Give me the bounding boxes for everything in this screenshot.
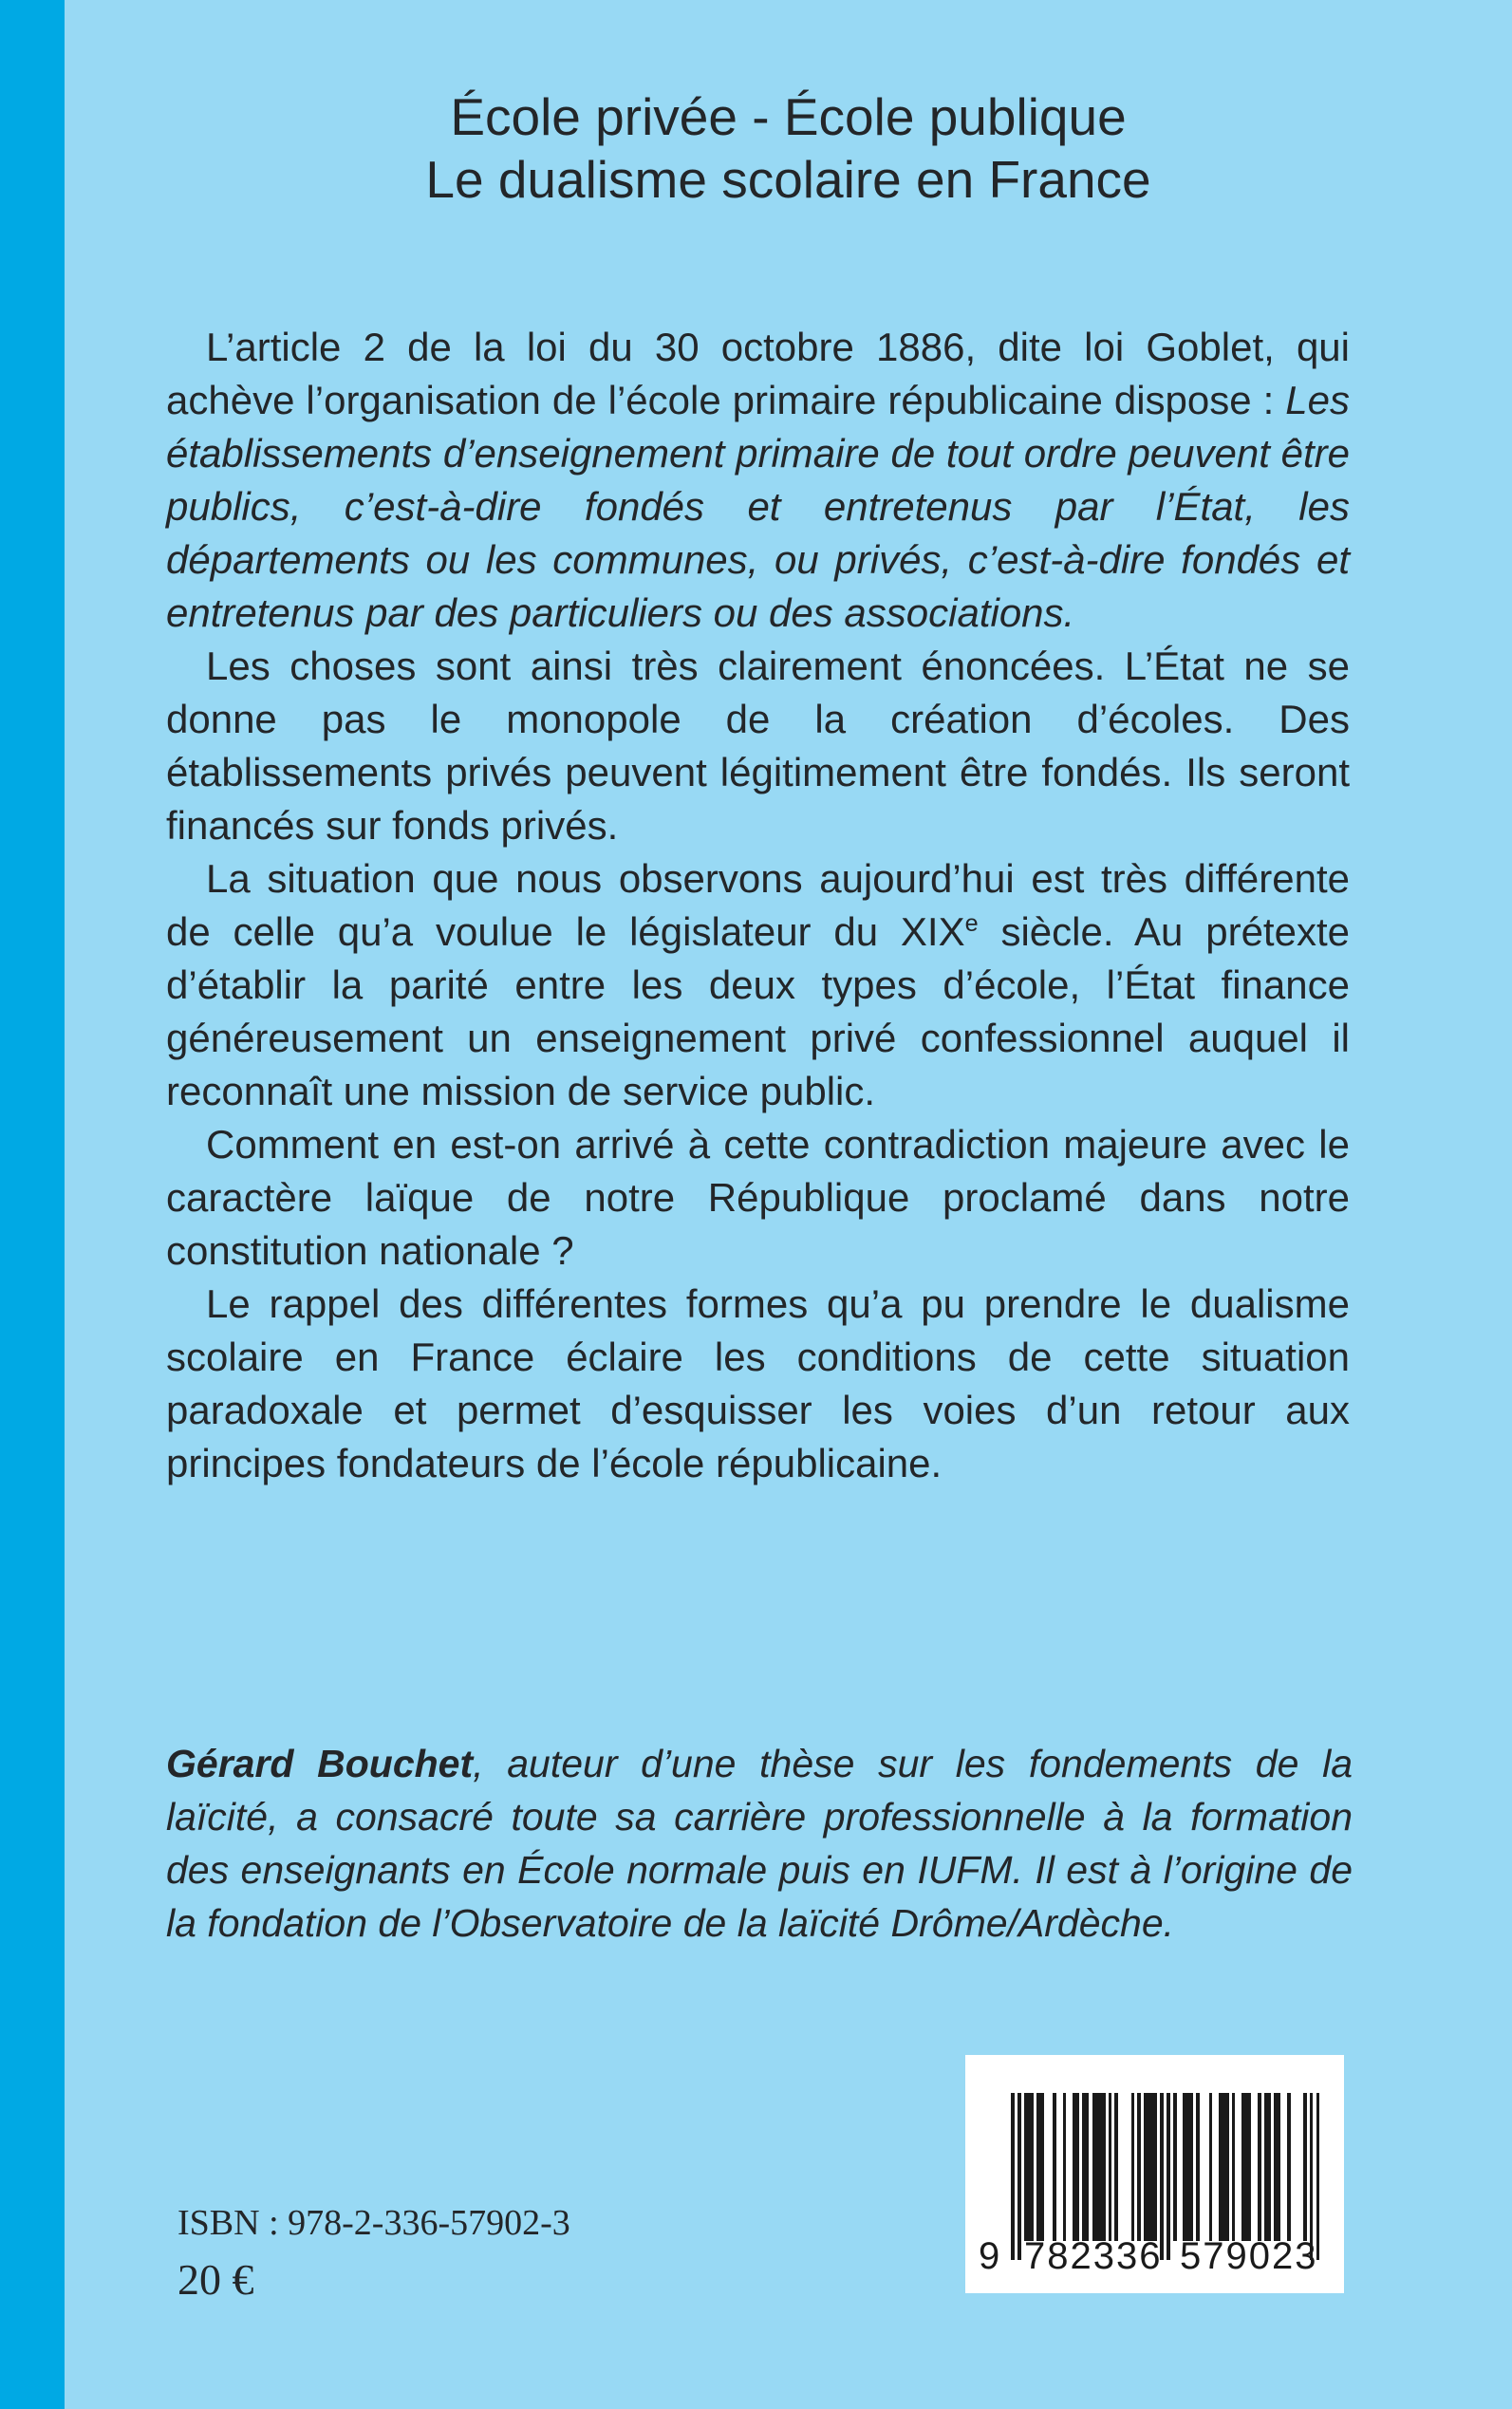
book-title-line2: Le dualisme scolaire en France [425, 150, 1151, 209]
paragraph3-after-superscript: siècle. Au prétexte d’établir la parité entre les deux types d’école, l’État finance généreusement un enseignement privé confessionnel auquel il reconnaît une mission de service public. [166, 909, 1350, 1113]
book-title [65, 85, 1512, 211]
paragraph1-intro: L’article 2 de la loi du 30 octobre 1886, dite loi Goblet, qui achève l’organisation de l’école primaire républicaine dispose : [166, 325, 1350, 422]
synopsis-paragraph-5: Le rappel des différentes formes qu’a pu prendre le dualisme scolaire en France éclaire les conditions de cette situation paradoxale et permet d’esquisser les voies d’un retour aux principes fondateurs de l’école républicaine. [166, 1281, 1350, 1485]
barcode-digits [965, 2232, 1344, 2281]
paragraph1-law-quote: Les établissements d’enseignement primaire de tout ordre peuvent être publics, c’est-à-dire fondés et entretenus par l’État, les départements ou les communes, ou privés, c’est-à-dire fondés et entretenus par des particuliers ou des associations. [166, 378, 1350, 635]
synopsis-paragraph-4: Comment en est-on arrivé à cette contradiction majeure avec le caractère laïque de notre République proclamé dans notre constitution nationale ? [166, 1122, 1350, 1273]
author-bio-text: , auteur d’une thèse sur les fondements de la laïcité, a consacré toute sa carrière professionnelle à la formation des enseignants en École normale puis en IUFM. Il est à l’origine de la fondation de l’Observatoire de la laïcité Drôme/Ardèche. [166, 1742, 1353, 1945]
barcode [965, 2055, 1344, 2293]
synopsis-paragraph-1 [166, 321, 1350, 640]
synopsis-paragraph-2: Les choses sont ainsi très clairement énoncées. L’État ne se donne pas le monopole de la création d’écoles. Des établissements privés peuvent légitimement être fondés. Ils seront financés sur fonds privés. [166, 644, 1350, 848]
book-title-line1: École privée - École publique [450, 87, 1127, 146]
paragraph3-before-superscript: La situation que nous observons aujourd’hui est très différente de celle qu’a voulue le législateur du XIX [166, 856, 1350, 954]
barcode-digit-first: 9 [979, 2235, 1000, 2277]
synopsis-paragraph-3 [166, 852, 1350, 1118]
spine-color-strip [0, 0, 65, 2409]
price-text: 20 € [177, 2255, 254, 2304]
synopsis [166, 321, 1350, 1490]
barcode-digits-left-group: 782336 [1024, 2235, 1163, 2277]
superscript-e: e [964, 910, 979, 937]
author-bio [166, 1737, 1353, 1950]
author-name: Gérard Bouchet [166, 1742, 474, 1785]
barcode-digits-right-group: 579023 [1180, 2235, 1318, 2277]
isbn-text: ISBN : 978-2-336-57902-3 [177, 2203, 570, 2243]
